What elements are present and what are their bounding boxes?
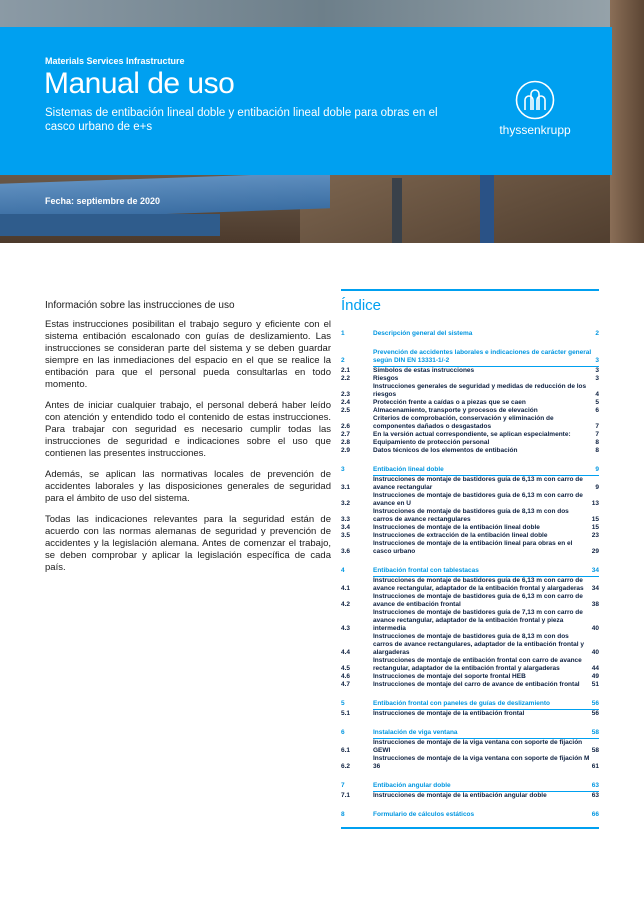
toc-list (341, 330, 599, 819)
toc-entry (341, 532, 599, 540)
toc-entry (341, 447, 599, 455)
toc-entry-number: 4.4 (341, 649, 351, 656)
toc-entry (341, 399, 599, 407)
toc-entry (341, 593, 599, 609)
toc-section-heading (341, 466, 599, 474)
toc-entry-number: 2.6 (341, 423, 351, 430)
toc-entry-page: 56 (591, 710, 599, 717)
toc-entry-page: 40 (591, 625, 599, 632)
toc-entry-number: 5.1 (341, 710, 351, 717)
toc-entry-title: Instrucciones de montaje de la entibación angular doble (373, 792, 547, 799)
arches-logo-icon (512, 80, 558, 120)
toc-entry-number: 3.5 (341, 532, 351, 539)
toc-entry-title: Instrucciones de montaje de bastidores guía de 8,13 m con dos carros de avance rectangulares, adaptador de la entibación frontal y alargaderas (373, 633, 584, 656)
toc-entry-title: Entibación angular doble (373, 782, 451, 789)
toc-entry-title: Instrucciones de montaje de la entibación lineal para obras en el casco urbano (373, 540, 573, 555)
toc-entry-number: 8 (341, 811, 345, 818)
toc-entry-title: Descripción general del sistema (373, 330, 473, 337)
toc-entry-page: 34 (591, 585, 599, 592)
toc-entry (341, 681, 599, 689)
toc-entry-number: 4 (341, 567, 345, 574)
toc-entry-page: 38 (591, 601, 599, 608)
toc-entry (341, 439, 599, 447)
toc-entry-page: 49 (591, 673, 599, 680)
toc-entry-page: 34 (591, 567, 599, 574)
toc-entry-title: Instrucciones de montaje de bastidores guía de 6,13 m con carro de avance rectangular, adaptador de la entibación frontal y alargaderas (373, 577, 584, 592)
toc-entry-title: En la versión actual correspondiente, se aplican especialmente: (373, 431, 571, 438)
toc-section-heading (341, 700, 599, 708)
toc-entry-page: 44 (591, 665, 599, 672)
toc-entry (341, 367, 599, 375)
toc-entry (341, 633, 599, 657)
toc-entry-title: Protección frente a caídas o a piezas que se caen (373, 399, 526, 406)
toc-entry-number: 4.3 (341, 625, 351, 632)
toc-entry-number: 7.1 (341, 792, 351, 799)
toc-entry-page: 9 (595, 466, 599, 473)
toc-entry-title: Criterios de comprobación, conservación y eliminación de componentes dañados o desgastados (373, 415, 554, 430)
toc-entry-page: 6 (595, 407, 599, 414)
toc-entry-number: 4.6 (341, 673, 351, 680)
toc-entry-number: 2.2 (341, 375, 351, 382)
toc-entry-number: 4.7 (341, 681, 351, 688)
toc-entry-page: 3 (595, 367, 599, 374)
thyssenkrupp-logo (492, 80, 578, 137)
toc-entry-number: 4.5 (341, 665, 351, 672)
toc-entry-page: 61 (591, 763, 599, 770)
toc-entry (341, 710, 599, 718)
toc-entry (341, 375, 599, 383)
toc-section-heading (341, 729, 599, 737)
toc-entry (341, 415, 599, 431)
toc-entry-number: 2 (341, 357, 345, 364)
toc-section-heading (341, 567, 599, 575)
toc-entry-title: Instrucciones de montaje de la entibación lineal doble (373, 524, 540, 531)
document-date: Fecha: septiembre de 2020 (45, 196, 161, 206)
toc-entry-title: Prevención de accidentes laborales e indicaciones de carácter general según DIN EN 13331-1/-2 (373, 349, 592, 364)
toc-entry (341, 476, 599, 492)
toc-entry-number: 2.5 (341, 407, 351, 414)
toc-entry-title: Instrucciones de montaje del soporte frontal HEB (373, 673, 526, 680)
toc-entry-title: Instrucciones generales de seguridad y medidas de reducción de los riesgos (373, 383, 587, 398)
intro-paragraph: Antes de iniciar cualquier trabajo, el personal deberá haber leído con atención y entendido todo el contenido de estas instrucciones. Para trabajar con seguridad es necesario cumplir todas las instrucciones de seguridad e indicaciones sobre el uso que contienen las presentes instrucciones. (45, 400, 331, 459)
toc-section-heading (341, 330, 599, 338)
page-title: Manual de uso (44, 67, 235, 100)
toc-entry-page: 56 (591, 700, 599, 707)
toc-entry-title: Instrucciones de montaje de bastidores guía de 6,13 m con carro de avance de entibación frontal (373, 593, 583, 608)
toc-entry (341, 755, 599, 771)
intro-paragraph: Estas instrucciones posibilitan el trabajo seguro y eficiente con el sistema entibación escalonado con guías de deslizamiento. Las instrucciones se consideran parte del sistema y se deben guardar siempre en las inmediaciones del espacio en el que se realice la entibación para que el personal pueda consultarlas en todo momento. (45, 319, 331, 390)
toc-entry-number: 3.6 (341, 548, 351, 555)
toc-entry-title: Entibación frontal con tablestacas (373, 567, 479, 574)
toc-entry-title: Almacenamiento, transporte y procesos de elevación (373, 407, 538, 414)
toc-entry-page: 58 (591, 729, 599, 736)
toc-section-heading (341, 349, 599, 365)
toc-entry-page: 7 (595, 431, 599, 438)
toc-entry-page: 29 (591, 548, 599, 555)
table-of-contents (341, 289, 599, 829)
toc-entry (341, 673, 599, 681)
toc-entry-page: 63 (591, 792, 599, 799)
toc-entry-title: Instrucciones de montaje de la viga ventana con soporte de fijación GEWI (373, 739, 583, 754)
toc-entry-page: 13 (591, 500, 599, 507)
toc-entry (341, 577, 599, 593)
brand-line: Materials Services Infrastructure (45, 56, 185, 66)
toc-entry (341, 792, 599, 800)
toc-entry-page: 66 (591, 811, 599, 818)
toc-entry-title: Formulario de cálculos estáticos (373, 811, 475, 818)
toc-entry-page: 8 (595, 447, 599, 454)
toc-entry-number: 3.2 (341, 500, 351, 507)
toc-entry-title: Instrucciones de montaje de bastidores guía de 7,13 m con carro de avance rectangular, adaptador de la entibación frontal y pieza intermedia (373, 609, 583, 632)
toc-entry-number: 7 (341, 782, 345, 789)
toc-entry (341, 524, 599, 532)
toc-entry-number: 2.8 (341, 439, 351, 446)
toc-entry-title: Instrucciones de montaje de bastidores guía de 6,13 m con carro de avance en U (373, 492, 583, 507)
toc-entry-title: Instrucciones de montaje de la viga ventana con soporte de fijación M 36 (373, 755, 590, 770)
toc-entry-title: Instrucciones de montaje de bastidores guía de 6,13 m con carro de avance rectangular (373, 476, 583, 491)
toc-entry (341, 609, 599, 633)
intro-paragraph: Todas las indicaciones relevantes para la seguridad están de acuerdo con las normas alemanas de seguridad y prevención de accidentes y la legislación alemana. Antes de comenzar el trabajo, se deben comprobar y aplicar la legislación específica de cada país. (45, 514, 331, 573)
toc-entry-number: 6.1 (341, 747, 351, 754)
toc-entry-title: Entibación lineal doble (373, 466, 444, 473)
intro-paragraph: Además, se aplican las normativas locales de prevención de accidentes laborales y las disposiciones generales de seguridad para el ámbito de uso del sistema. (45, 469, 331, 504)
toc-entry-page: 9 (595, 484, 599, 491)
toc-entry-number: 3.4 (341, 524, 351, 531)
toc-entry-page: 23 (591, 532, 599, 539)
toc-entry-page: 3 (595, 357, 599, 364)
page-subtitle: Sistemas de entibación lineal doble y entibación lineal doble para obras en el casco urbano de e+s (45, 107, 438, 133)
toc-entry-number: 3.1 (341, 484, 351, 491)
toc-entry-number: 4.2 (341, 601, 351, 608)
toc-entry (341, 508, 599, 524)
toc-entry-page: 40 (591, 649, 599, 656)
toc-entry-number: 3.3 (341, 516, 351, 523)
toc-entry (341, 407, 599, 415)
toc-entry-number: 5 (341, 700, 345, 707)
toc-entry-title: Entibación frontal con paneles de guías de deslizamiento (373, 700, 550, 707)
logo-text: thyssenkrupp (499, 123, 571, 137)
toc-entry-page: 3 (595, 375, 599, 382)
toc-entry-title: Datos técnicos de los elementos de entibación (373, 447, 518, 454)
toc-entry-page: 15 (591, 524, 599, 531)
toc-entry-title: Instalación de viga ventana (373, 729, 458, 736)
toc-entry-number: 2.4 (341, 399, 351, 406)
toc-top-rule (341, 289, 599, 291)
toc-entry-page: 8 (595, 439, 599, 446)
toc-entry-number: 2.9 (341, 447, 351, 454)
toc-entry-page: 2 (595, 330, 599, 337)
toc-entry-page: 5 (595, 399, 599, 406)
toc-entry-title: Instrucciones de montaje de entibación frontal con carro de avance rectangular, adaptador de la entibación frontal y alargaderas (373, 657, 582, 672)
toc-entry-title: Riesgos (373, 375, 399, 382)
toc-entry-number: 6 (341, 729, 345, 736)
toc-entry-page: 7 (595, 423, 599, 430)
toc-entry-number: 1 (341, 330, 345, 337)
toc-entry-title: Instrucciones de montaje de la entibación frontal (373, 710, 525, 717)
toc-section-heading (341, 782, 599, 790)
toc-title: Índice (341, 297, 382, 314)
toc-entry-number: 2.3 (341, 391, 351, 398)
toc-entry-title: Símbolos de estas instrucciones (373, 367, 475, 374)
toc-entry-page: 4 (595, 391, 599, 398)
toc-entry-number: 3 (341, 466, 345, 473)
toc-entry (341, 739, 599, 755)
toc-entry-title: Equipamiento de protección personal (373, 439, 490, 446)
toc-entry-page: 51 (591, 681, 599, 688)
toc-entry (341, 540, 599, 556)
toc-entry-number: 2.7 (341, 431, 351, 438)
toc-entry (341, 492, 599, 508)
toc-entry-number: 4.1 (341, 585, 351, 592)
toc-entry-title: Instrucciones de extracción de la entibación lineal doble (373, 532, 548, 539)
toc-entry-page: 63 (591, 782, 599, 789)
toc-entry (341, 431, 599, 439)
toc-bottom-rule (341, 827, 599, 829)
toc-entry (341, 657, 599, 673)
toc-entry-title: Instrucciones de montaje del carro de avance de entibación frontal (373, 681, 580, 688)
toc-section-heading (341, 811, 599, 819)
toc-entry-page: 15 (591, 516, 599, 523)
intro-section (45, 300, 331, 583)
toc-entry-number: 2.1 (341, 367, 351, 374)
toc-entry-title: Instrucciones de montaje de bastidores guía de 8,13 m con dos carros de avance rectangulares (373, 508, 569, 523)
intro-heading: Información sobre las instrucciones de uso (45, 300, 235, 311)
toc-entry (341, 383, 599, 399)
toc-entry-page: 58 (591, 747, 599, 754)
toc-entry-number: 6.2 (341, 763, 351, 770)
